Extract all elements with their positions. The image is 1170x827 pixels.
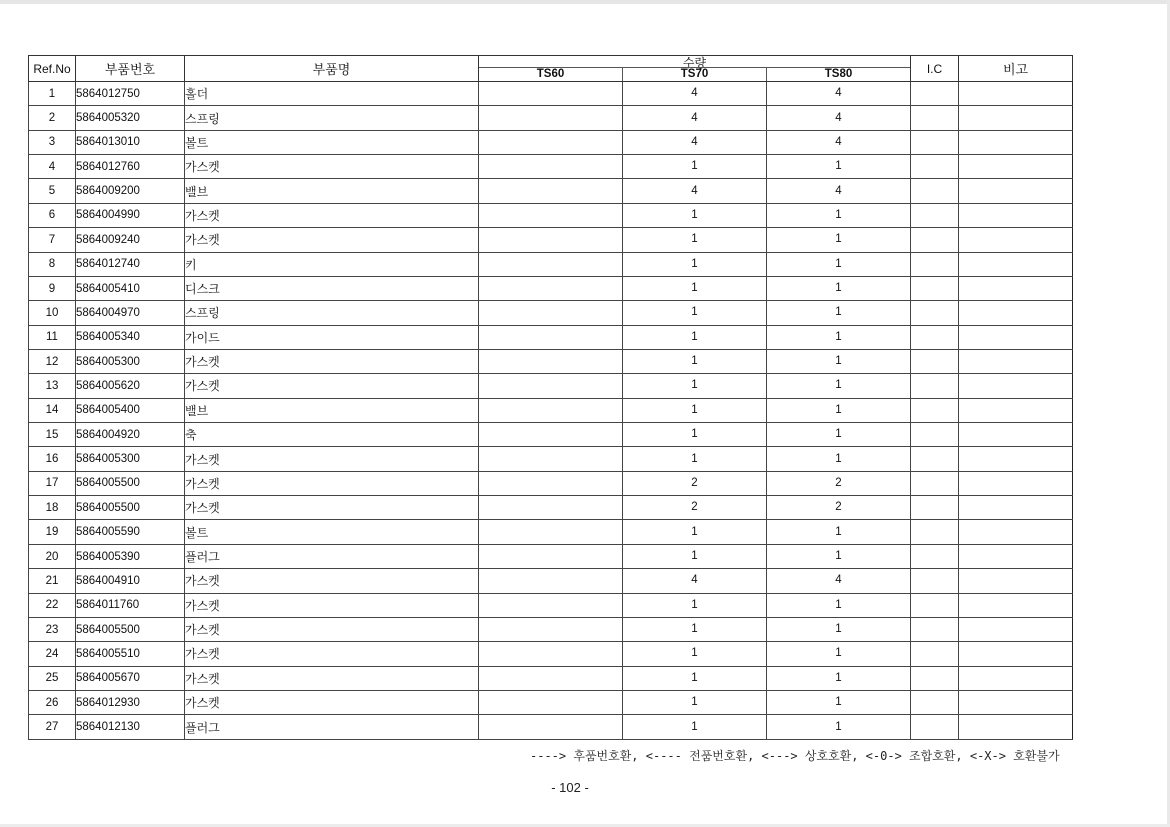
ref-cell: 16	[29, 447, 76, 471]
quantity-header	[479, 56, 911, 82]
remark-cell	[959, 203, 1073, 227]
ref-cell: 26	[29, 690, 76, 714]
qty-ts60-cell	[479, 642, 623, 666]
qty-ts80-cell: 1	[767, 666, 911, 690]
ref-cell: 21	[29, 569, 76, 593]
table-body	[29, 82, 1073, 740]
table-row	[29, 252, 1073, 276]
ref-cell: 19	[29, 520, 76, 544]
part-name-cell: 축	[185, 423, 479, 447]
ic-cell	[911, 179, 959, 203]
part-name-cell: 스프링	[185, 106, 479, 130]
part-number-cell: 5864005590	[76, 520, 185, 544]
ref-cell: 11	[29, 325, 76, 349]
qty-ts60-cell	[479, 203, 623, 227]
part-number-cell: 5864009200	[76, 179, 185, 203]
ref-cell: 1	[29, 82, 76, 106]
part-name-cell: 홀더	[185, 82, 479, 106]
page-number: - 102 -	[551, 780, 589, 795]
part-number-cell: 5864005320	[76, 106, 185, 130]
ic-cell	[911, 715, 959, 740]
part-name-cell: 디스크	[185, 276, 479, 300]
qty-ts80-cell: 2	[767, 496, 911, 520]
part-name-cell: 볼트	[185, 520, 479, 544]
ic-cell	[911, 520, 959, 544]
ref-cell: 24	[29, 642, 76, 666]
qty-ts80-cell: 1	[767, 203, 911, 227]
ic-cell	[911, 666, 959, 690]
part-name-cell: 볼트	[185, 130, 479, 154]
remark-cell	[959, 520, 1073, 544]
part-number-cell: 5864005500	[76, 496, 185, 520]
qty-ts60-cell	[479, 423, 623, 447]
part-number-header: 부품번호	[76, 56, 185, 82]
qty-ts80-cell: 1	[767, 374, 911, 398]
part-number-cell: 5864005300	[76, 447, 185, 471]
part-name-cell: 가스켓	[185, 496, 479, 520]
ic-cell	[911, 228, 959, 252]
ic-cell	[911, 276, 959, 300]
table-row	[29, 106, 1073, 130]
qty-ts70-cell: 4	[623, 82, 767, 106]
qty-ts80-cell: 1	[767, 325, 911, 349]
ic-cell	[911, 155, 959, 179]
ic-cell	[911, 325, 959, 349]
qty-ts60-cell	[479, 569, 623, 593]
remark-cell	[959, 447, 1073, 471]
ref-cell: 6	[29, 203, 76, 227]
ic-cell	[911, 130, 959, 154]
qty-ts80-cell: 4	[767, 82, 911, 106]
part-number-cell: 5864011760	[76, 593, 185, 617]
qty-ts70-cell: 1	[623, 349, 767, 373]
part-name-cell: 가스켓	[185, 666, 479, 690]
ref-cell: 22	[29, 593, 76, 617]
qty-ts70-cell: 1	[623, 617, 767, 641]
remark-cell	[959, 301, 1073, 325]
qty-ts60-cell	[479, 447, 623, 471]
part-number-cell: 5864005300	[76, 349, 185, 373]
ic-cell	[911, 252, 959, 276]
table-row	[29, 130, 1073, 154]
qty-ts70-cell: 2	[623, 496, 767, 520]
part-number-cell: 5864005500	[76, 617, 185, 641]
ic-cell	[911, 496, 959, 520]
ref-cell: 20	[29, 544, 76, 568]
qty-ts70-cell: 1	[623, 301, 767, 325]
qty-ts60-cell	[479, 666, 623, 690]
part-number-cell: 5864009240	[76, 228, 185, 252]
remark-cell	[959, 228, 1073, 252]
qty-ts60-cell	[479, 617, 623, 641]
remark-cell	[959, 569, 1073, 593]
ref-cell: 12	[29, 349, 76, 373]
ref-cell: 2	[29, 106, 76, 130]
remark-cell	[959, 106, 1073, 130]
qty-ts60-cell	[479, 496, 623, 520]
qty-ts80-cell: 4	[767, 569, 911, 593]
part-name-cell: 가스켓	[185, 642, 479, 666]
qty-ts70-cell: 1	[623, 593, 767, 617]
ic-cell	[911, 617, 959, 641]
part-number-cell: 5864005500	[76, 471, 185, 495]
qty-ts80-cell: 1	[767, 690, 911, 714]
qty-ts80-cell: 4	[767, 130, 911, 154]
remark-cell	[959, 471, 1073, 495]
qty-ts70-cell: 1	[623, 155, 767, 179]
part-number-cell: 5864012740	[76, 252, 185, 276]
qty-ts80-cell: 1	[767, 398, 911, 422]
qty-ts70-cell: 1	[623, 544, 767, 568]
remark-cell	[959, 666, 1073, 690]
ic-cell	[911, 423, 959, 447]
ic-cell	[911, 471, 959, 495]
ic-cell	[911, 544, 959, 568]
table-row	[29, 617, 1073, 641]
part-name-cell: 밸브	[185, 398, 479, 422]
qty-ts70-cell: 1	[623, 642, 767, 666]
part-name-cell: 가스켓	[185, 471, 479, 495]
ref-cell: 18	[29, 496, 76, 520]
part-number-cell: 5864005410	[76, 276, 185, 300]
qty-ts60-cell	[479, 252, 623, 276]
ic-cell	[911, 301, 959, 325]
ref-cell: 25	[29, 666, 76, 690]
ref-cell: 7	[29, 228, 76, 252]
ref-cell: 23	[29, 617, 76, 641]
table-row	[29, 203, 1073, 227]
part-name-cell: 가스켓	[185, 203, 479, 227]
qty-ts60-cell	[479, 593, 623, 617]
model-ts60-header: TS60	[536, 68, 565, 80]
table-row	[29, 82, 1073, 106]
part-name-cell: 가스켓	[185, 690, 479, 714]
qty-ts80-cell: 1	[767, 276, 911, 300]
qty-ts80-cell: 1	[767, 228, 911, 252]
ic-cell	[911, 593, 959, 617]
qty-ts70-cell: 2	[623, 471, 767, 495]
remark-cell	[959, 179, 1073, 203]
part-number-cell: 5864005670	[76, 666, 185, 690]
part-number-cell: 5864005620	[76, 374, 185, 398]
qty-ts80-cell: 1	[767, 642, 911, 666]
model-ts70-header: TS70	[622, 68, 766, 81]
part-number-cell: 5864004970	[76, 301, 185, 325]
ref-cell: 27	[29, 715, 76, 740]
qty-ts60-cell	[479, 179, 623, 203]
part-number-cell: 5864005340	[76, 325, 185, 349]
parts-table	[28, 55, 1073, 740]
qty-ts80-cell: 2	[767, 471, 911, 495]
remark-cell	[959, 593, 1073, 617]
table-row	[29, 569, 1073, 593]
qty-ts70-cell: 4	[623, 569, 767, 593]
ref-cell: 13	[29, 374, 76, 398]
ref-no-header: Ref.No	[29, 56, 76, 82]
ic-cell	[911, 690, 959, 714]
ref-cell: 14	[29, 398, 76, 422]
table-row	[29, 374, 1073, 398]
quantity-title: 수량	[682, 56, 707, 70]
qty-ts70-cell: 4	[623, 179, 767, 203]
part-name-cell: 가스켓	[185, 617, 479, 641]
qty-ts70-cell: 1	[623, 374, 767, 398]
part-name-cell: 플러그	[185, 715, 479, 740]
table-row	[29, 447, 1073, 471]
table-row	[29, 398, 1073, 422]
scan-edge-top	[0, 0, 1170, 4]
part-name-cell: 가스켓	[185, 349, 479, 373]
part-name-cell: 밸브	[185, 179, 479, 203]
part-name-header: 부품명	[185, 56, 479, 82]
qty-ts70-cell: 1	[623, 203, 767, 227]
part-number-cell: 5864004990	[76, 203, 185, 227]
part-number-cell: 5864012930	[76, 690, 185, 714]
remark-cell	[959, 715, 1073, 740]
qty-ts80-cell: 1	[767, 520, 911, 544]
part-name-cell: 가이드	[185, 325, 479, 349]
part-name-cell: 가스켓	[185, 228, 479, 252]
remark-cell	[959, 423, 1073, 447]
qty-ts60-cell	[479, 325, 623, 349]
ref-cell: 3	[29, 130, 76, 154]
compatibility-legend: ----> 후품번호환, <---- 전품번호환, <---> 상호호환, <-0-> 조합호환, <-X-> 호환불가	[530, 749, 1060, 763]
qty-ts70-cell: 1	[623, 398, 767, 422]
qty-ts60-cell	[479, 520, 623, 544]
remark-cell	[959, 690, 1073, 714]
qty-ts70-cell: 1	[623, 252, 767, 276]
qty-ts60-cell	[479, 82, 623, 106]
remark-cell	[959, 496, 1073, 520]
remark-cell	[959, 642, 1073, 666]
ic-cell	[911, 447, 959, 471]
qty-ts60-cell	[479, 715, 623, 740]
qty-ts70-cell: 1	[623, 228, 767, 252]
qty-ts60-cell	[479, 398, 623, 422]
remark-cell	[959, 276, 1073, 300]
table-row	[29, 496, 1073, 520]
model-subheaders	[479, 67, 910, 81]
qty-ts60-cell	[479, 106, 623, 130]
qty-ts80-cell: 1	[767, 617, 911, 641]
table-row	[29, 423, 1073, 447]
ref-cell: 17	[29, 471, 76, 495]
ref-cell: 9	[29, 276, 76, 300]
part-number-cell: 5864013010	[76, 130, 185, 154]
qty-ts70-cell: 1	[623, 423, 767, 447]
table-row	[29, 228, 1073, 252]
part-number-cell: 5864012750	[76, 82, 185, 106]
ic-cell	[911, 374, 959, 398]
qty-ts60-cell	[479, 349, 623, 373]
table-row	[29, 179, 1073, 203]
part-number-cell: 5864005510	[76, 642, 185, 666]
remark-cell	[959, 82, 1073, 106]
table-row	[29, 349, 1073, 373]
qty-ts70-cell: 1	[623, 666, 767, 690]
qty-ts80-cell: 1	[767, 423, 911, 447]
remark-cell	[959, 398, 1073, 422]
table-row	[29, 666, 1073, 690]
table-row	[29, 544, 1073, 568]
qty-ts60-cell	[479, 301, 623, 325]
qty-ts60-cell	[479, 276, 623, 300]
remark-cell	[959, 349, 1073, 373]
qty-ts70-cell: 1	[623, 715, 767, 740]
ic-cell	[911, 569, 959, 593]
table-row	[29, 520, 1073, 544]
table-row	[29, 276, 1073, 300]
qty-ts80-cell: 1	[767, 252, 911, 276]
table-row	[29, 301, 1073, 325]
qty-ts70-cell: 1	[623, 690, 767, 714]
part-name-cell: 플러그	[185, 544, 479, 568]
part-name-cell: 가스켓	[185, 374, 479, 398]
qty-ts80-cell: 4	[767, 179, 911, 203]
table-row	[29, 155, 1073, 179]
ic-cell	[911, 106, 959, 130]
ic-cell	[911, 349, 959, 373]
table-row	[29, 325, 1073, 349]
part-number-cell: 5864005390	[76, 544, 185, 568]
qty-ts60-cell	[479, 155, 623, 179]
qty-ts80-cell: 1	[767, 593, 911, 617]
part-number-cell: 5864012130	[76, 715, 185, 740]
part-name-cell: 스프링	[185, 301, 479, 325]
table-row	[29, 715, 1073, 740]
qty-ts60-cell	[479, 471, 623, 495]
qty-ts80-cell: 1	[767, 544, 911, 568]
header-row	[29, 56, 1073, 82]
part-number-cell: 5864004910	[76, 569, 185, 593]
qty-ts80-cell: 1	[767, 447, 911, 471]
remark-cell	[959, 130, 1073, 154]
remark-cell	[959, 617, 1073, 641]
qty-ts70-cell: 1	[623, 520, 767, 544]
ic-cell	[911, 203, 959, 227]
part-name-cell: 키	[185, 252, 479, 276]
part-number-cell: 5864012760	[76, 155, 185, 179]
remark-cell	[959, 252, 1073, 276]
ref-cell: 4	[29, 155, 76, 179]
part-name-cell: 가스켓	[185, 593, 479, 617]
table-row	[29, 471, 1073, 495]
qty-ts60-cell	[479, 544, 623, 568]
remark-cell	[959, 325, 1073, 349]
qty-ts70-cell: 1	[623, 325, 767, 349]
part-name-cell: 가스켓	[185, 155, 479, 179]
qty-ts60-cell	[479, 228, 623, 252]
model-ts80-header: TS80	[766, 68, 910, 81]
qty-ts80-cell: 1	[767, 301, 911, 325]
qty-ts80-cell: 4	[767, 106, 911, 130]
ref-cell: 5	[29, 179, 76, 203]
qty-ts70-cell: 1	[623, 447, 767, 471]
part-name-cell: 가스켓	[185, 569, 479, 593]
qty-ts60-cell	[479, 130, 623, 154]
qty-ts60-cell	[479, 690, 623, 714]
qty-ts60-cell	[479, 374, 623, 398]
remark-cell	[959, 374, 1073, 398]
part-name-cell: 가스켓	[185, 447, 479, 471]
ic-cell	[911, 398, 959, 422]
qty-ts80-cell: 1	[767, 715, 911, 740]
ref-cell: 10	[29, 301, 76, 325]
remark-cell	[959, 155, 1073, 179]
ic-cell	[911, 642, 959, 666]
part-number-cell: 5864004920	[76, 423, 185, 447]
table-row	[29, 642, 1073, 666]
ic-header: I.C	[911, 56, 959, 82]
qty-ts80-cell: 1	[767, 155, 911, 179]
table-header	[29, 56, 1073, 82]
qty-ts70-cell: 4	[623, 106, 767, 130]
part-number-cell: 5864005400	[76, 398, 185, 422]
qty-ts70-cell: 4	[623, 130, 767, 154]
ic-cell	[911, 82, 959, 106]
qty-ts80-cell: 1	[767, 349, 911, 373]
remark-cell	[959, 544, 1073, 568]
remark-header: 비고	[959, 56, 1073, 82]
table-row	[29, 690, 1073, 714]
qty-ts70-cell: 1	[623, 276, 767, 300]
table-row	[29, 593, 1073, 617]
ref-cell: 8	[29, 252, 76, 276]
ref-cell: 15	[29, 423, 76, 447]
